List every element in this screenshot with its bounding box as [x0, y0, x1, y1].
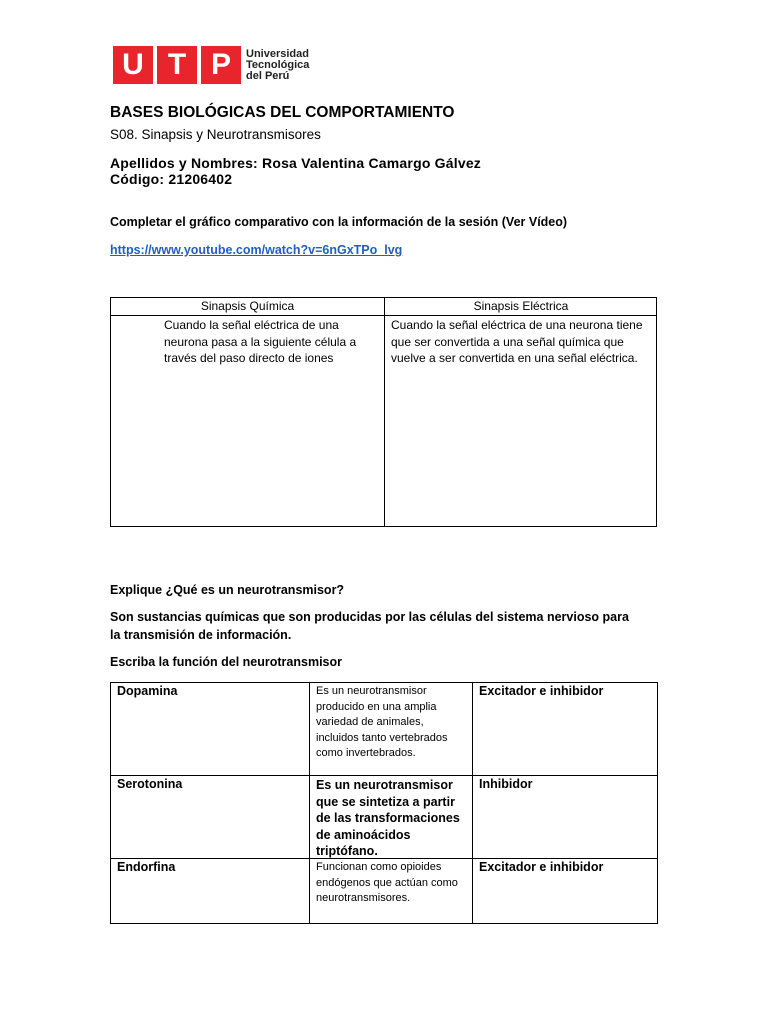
logo-line-1: Universidad: [246, 48, 309, 60]
row-dopamina-name: Dopamina: [117, 684, 178, 698]
neurotransmitter-table: [110, 682, 658, 924]
row-dopamina-type: Excitador e inhibidor: [479, 684, 604, 698]
question-neurotransmitter: Explique ¿Qué es un neurotransmisor?: [110, 583, 345, 597]
logo-text: [246, 49, 309, 82]
logo-letter-p: P: [201, 46, 241, 84]
cell-sinapsis-electrica: Cuando la señal eléctrica de una neurona tiene que ser convertida a una señal química que vuelve a ser convertida en una señal eléctrica.: [391, 318, 643, 365]
logo-letter-u: U: [113, 46, 153, 84]
document-title: BASES BIOLÓGICAS DEL COMPORTAMIENTO: [110, 104, 455, 121]
row-endorfina-name: Endorfina: [117, 860, 176, 874]
video-link[interactable]: https://www.youtube.com/watch?v=6nGxTPo_lvg: [110, 243, 403, 257]
question-function: Escriba la función del neurotransmisor: [110, 655, 343, 669]
header-sinapsis-quimica: Sinapsis Química: [200, 299, 295, 313]
comparison-table-divider: [384, 298, 385, 526]
comparison-table: [110, 297, 657, 527]
document-subtitle: S08. Sinapsis y Neurotransmisores: [110, 127, 321, 142]
row-serotonina-type: Inhibidor: [479, 777, 533, 791]
row-dopamina-description: Es un neurotransmisor producido en una amplia variedad de animales, incluidos tanto vertebrados como invertebrados.: [316, 685, 448, 759]
row-serotonina-name: Serotonina: [117, 777, 183, 791]
table-divider: [472, 683, 473, 923]
logo-line-3: del Perú: [246, 70, 290, 82]
row-serotonina-description: Es un neurotransmisor que se sintetiza a partir de las transformaciones de aminoácidos triptófano.: [316, 778, 460, 858]
header-sinapsis-electrica: Sinapsis Eléctrica: [473, 299, 569, 313]
cell-sinapsis-quimica: Cuando la señal eléctrica de una neurona pasa a la siguiente célula a través del paso directo de iones: [164, 318, 357, 365]
row-endorfina-type: Excitador e inhibidor: [479, 860, 604, 874]
student-name: Apellidos y Nombres: Rosa Valentina Camargo Gálvez: [110, 155, 481, 171]
table-divider: [309, 683, 310, 923]
instructions-text: Completar el gráfico comparativo con la información de la sesión (Ver Vídeo): [110, 215, 568, 229]
student-code: Código: 21206402: [110, 171, 233, 187]
row-endorfina-description: Funcionan como opioides endógenos que actúan como neurotransmisores.: [316, 861, 458, 904]
utp-logo: [113, 46, 310, 86]
table-row-divider: [111, 775, 657, 776]
logo-line-2: Tecnológica: [246, 59, 310, 71]
logo-letter-t: T: [157, 46, 197, 84]
answer-neurotransmitter: Son sustancias químicas que son producidas por las células del sistema nervioso para la transmisión de información.: [110, 610, 629, 642]
